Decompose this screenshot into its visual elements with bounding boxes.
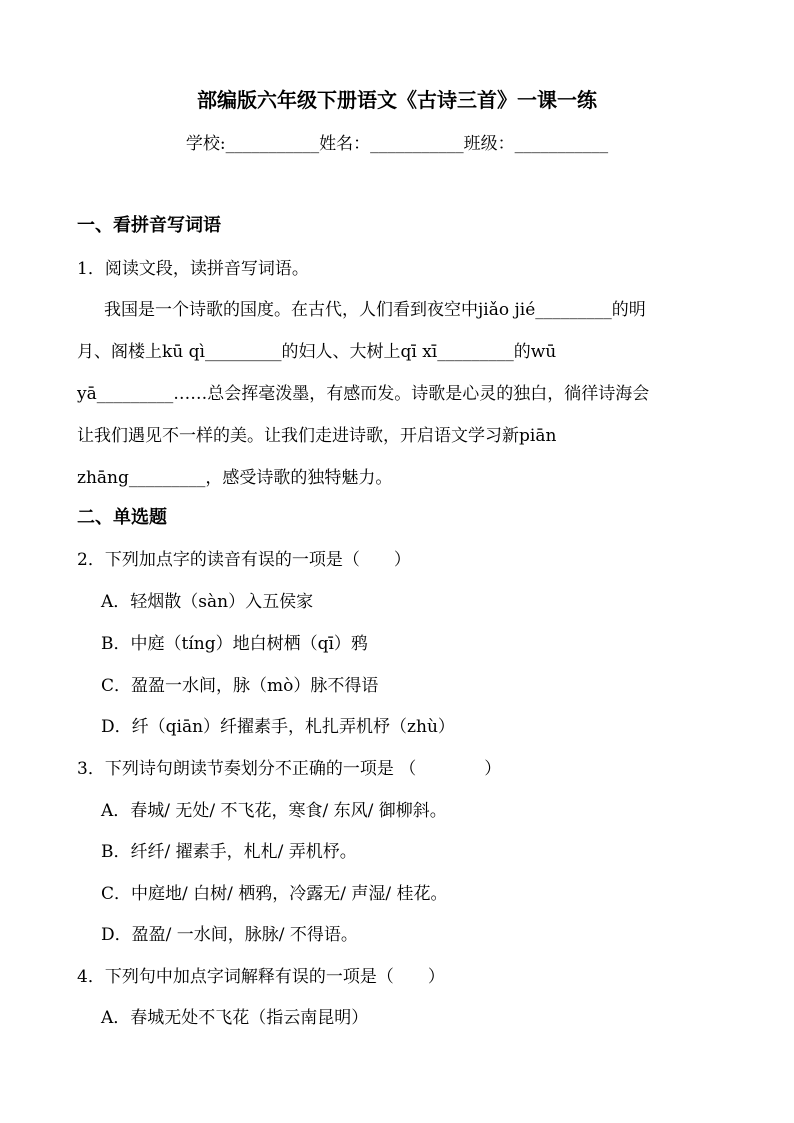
question-2-option-a: A．轻烟散（sàn）入五侯家	[101, 592, 314, 612]
question-3-option-c: C．中庭地/ 白树/ 栖鸦，冷露无/ 声湿/ 桂花。	[101, 884, 448, 904]
question-4-option-a: A．春城无处不飞花（指云南昆明）	[101, 1008, 369, 1028]
question-4-stem: 4．下列句中加点字词解释有误的一项是（ ）	[77, 967, 445, 987]
question-3-option-b: B．纤纤/ 擢素手，札札/ 弄机杼。	[101, 842, 357, 862]
question-1-passage-line: 月、阁楼上kū qì_________的妇人、大树上qī xī_________的wū	[77, 342, 557, 362]
question-3-option-a: A．春城/ 无处/ 不飞花，寒食/ 东风/ 御柳斜。	[101, 801, 447, 821]
question-2-option-c: C．盈盈一水间，脉（mò）脉不得语	[101, 676, 379, 696]
section-heading-single-choice: 二、单选题	[77, 507, 167, 528]
question-1-passage-line: yā_________……总会挥毫泼墨，有感而发。诗歌是心灵的独白，徜徉诗海会	[77, 384, 650, 404]
question-2-option-b: B．中庭（tíng）地白树栖（qī）鸦	[101, 634, 368, 654]
question-1-passage-line: 让我们遇见不一样的美。让我们走进诗歌，开启语文学习新piān	[77, 426, 557, 446]
page-title: 部编版六年级下册语文《古诗三首》一课一练	[197, 88, 597, 112]
student-info-line: 学校:___________姓名：___________班级：___________	[185, 134, 609, 154]
question-1-stem: 1．阅读文段，读拼音写词语。	[77, 259, 309, 279]
section-heading-pinyin: 一、看拼音写词语	[77, 215, 221, 236]
question-3-option-d: D．盈盈/ 一水间，脉脉/ 不得语。	[101, 925, 358, 945]
question-2-stem: 2．下列加点字的读音有误的一项是（ ）	[77, 550, 411, 570]
question-1-passage-line: 我国是一个诗歌的国度。在古代，人们看到夜空中jiǎo jié_________的明	[104, 300, 646, 320]
question-2-option-d: D．纤（qiān）纤擢素手，札扎弄机杼（zhù）	[101, 717, 455, 737]
question-1-passage-line: zhāng_________，感受诗歌的独特魅力。	[77, 468, 393, 488]
question-3-stem: 3．下列诗句朗读节奏划分不正确的一项是 （ ）	[77, 759, 502, 779]
